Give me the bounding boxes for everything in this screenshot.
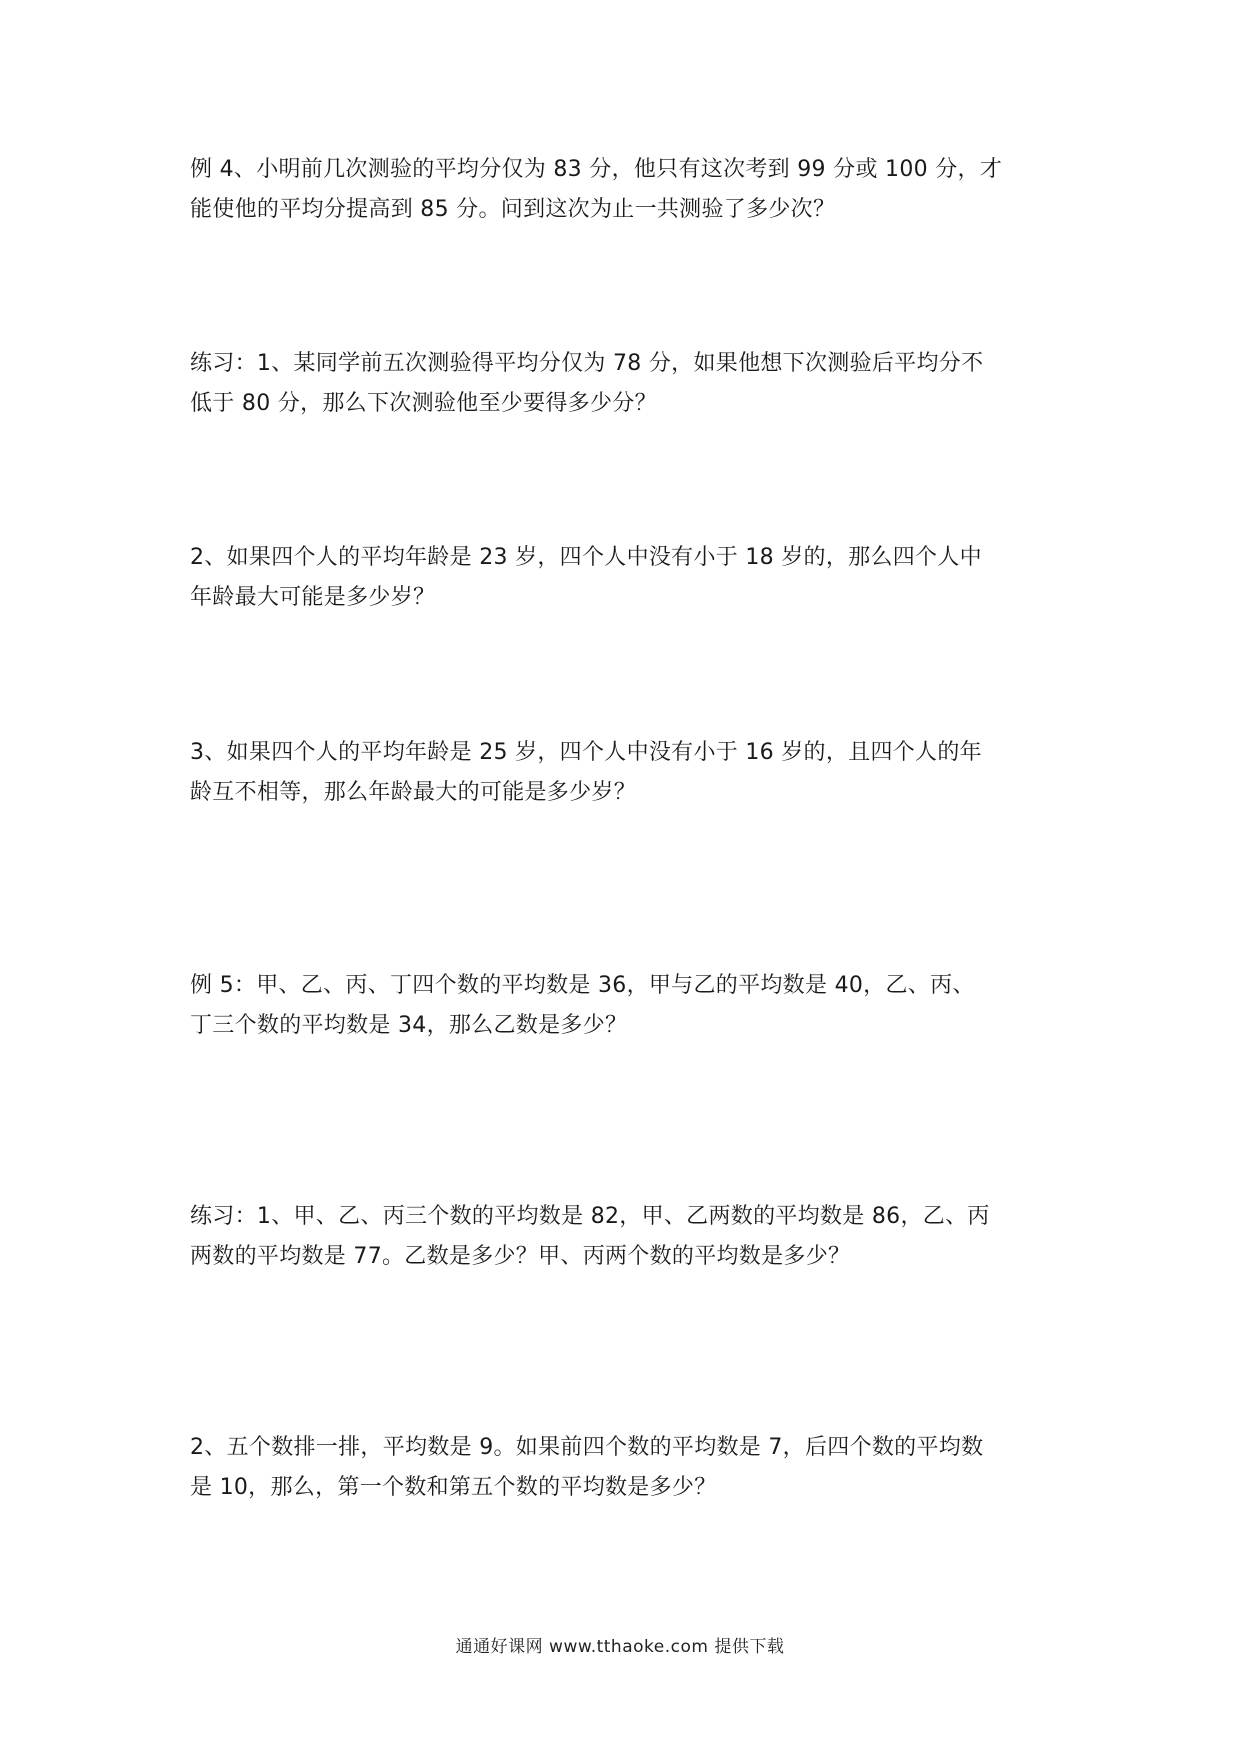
- problem-line: 例 4、小明前几次测验的平均分仅为 83 分，他只有这次考到 99 分或 100 分，才: [190, 157, 1003, 182]
- problem-line: 2、如果四个人的平均年龄是 23 岁，四个人中没有小于 18 岁的，那么四个人中: [190, 545, 982, 570]
- problem-line: 是 10，那么，第一个数和第五个数的平均数是多少？: [190, 1475, 717, 1500]
- practice-1-3: [190, 733, 1060, 813]
- problem-line: 例 5：甲、乙、丙、丁四个数的平均数是 36，甲与乙的平均数是 40，乙、丙、: [190, 973, 975, 998]
- problem-line: 年龄最大可能是多少岁？: [190, 585, 436, 610]
- problem-line: 两数的平均数是 77。乙数是多少？甲、丙两个数的平均数是多少？: [190, 1244, 851, 1269]
- practice-2-2: [190, 1428, 1060, 1508]
- problem-line: 龄互不相等，那么年龄最大的可能是多少岁？: [190, 780, 637, 805]
- practice-1-2: [190, 538, 1060, 618]
- footer-source: 通通好课网 www.tthaoke.com 提供下载: [455, 1637, 785, 1657]
- problem-line: 3、如果四个人的平均年龄是 25 岁，四个人中没有小于 16 岁的，且四个人的年: [190, 740, 982, 765]
- problem-line: 丁三个数的平均数是 34，那么乙数是多少？: [190, 1013, 628, 1038]
- problem-line: 练习：1、某同学前五次测验得平均分仅为 78 分，如果他想下次测验后平均分不: [190, 351, 984, 376]
- practice-1-1: [190, 344, 1060, 424]
- problem-line: 能使他的平均分提高到 85 分。问到这次为止一共测验了多少次？: [190, 197, 836, 222]
- problem-line: 2、五个数排一排，平均数是 9。如果前四个数的平均数是 7，后四个数的平均数: [190, 1435, 984, 1460]
- problem-line: 练习：1、甲、乙、丙三个数的平均数是 82，甲、乙两数的平均数是 86，乙、丙: [190, 1204, 990, 1229]
- example-5: [190, 966, 1060, 1046]
- practice-2-1: [190, 1197, 1060, 1277]
- problem-line: 低于 80 分，那么下次测验他至少要得多少分？: [190, 391, 657, 416]
- example-4: [190, 150, 1060, 230]
